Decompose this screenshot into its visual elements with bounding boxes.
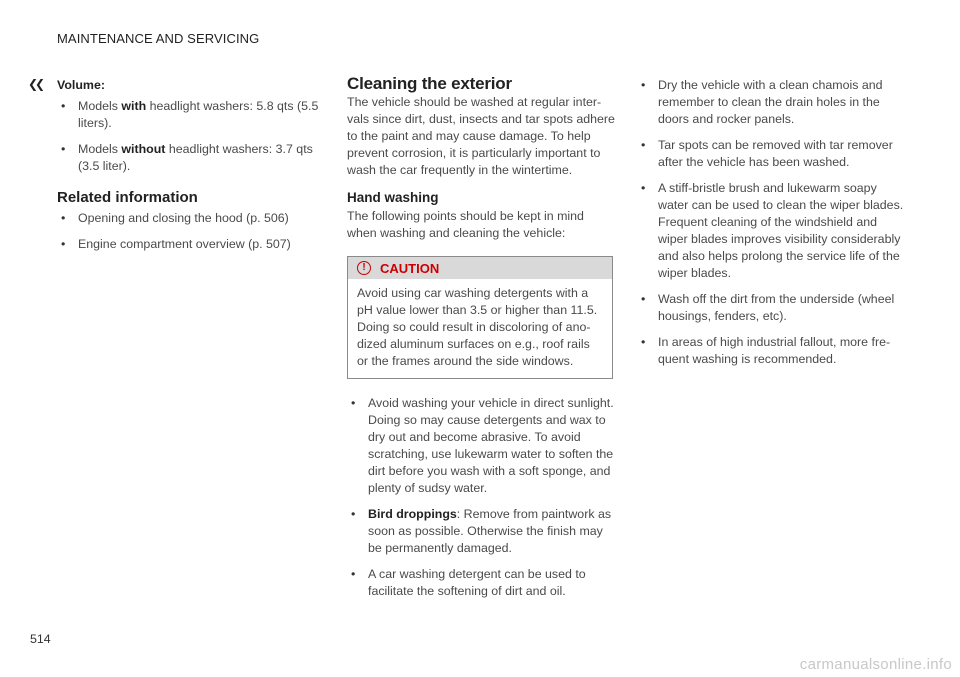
bullet-icon: •	[61, 211, 66, 225]
related-link[interactable]: • Engine compartment overview (p. 507)	[61, 237, 291, 251]
volume-list	[57, 98, 319, 175]
watermark: carmanualsonline.info	[799, 656, 952, 673]
hand-washing-intro: The following points should be kept in mind when washing and cleaning the vehicle:	[347, 209, 584, 240]
column-left	[57, 77, 319, 262]
caution-title: CAUTION	[380, 260, 440, 276]
list-item: • Models with headlight washers: 5.8 qts (5.5 liters).	[61, 99, 319, 130]
bullet-icon: •	[641, 292, 646, 306]
list-item: • A car washing detergent can be used to facilitate the softening of dirt and oil.	[351, 567, 586, 598]
list-item: • Dry the vehicle with a clean chamois and remember to clean the drain holes in the doors and rocker panels.	[641, 78, 883, 126]
bullet-icon: •	[641, 138, 646, 152]
bullet-icon: •	[351, 396, 356, 410]
hand-washing-heading: Hand washing	[347, 190, 439, 205]
column-right	[637, 77, 905, 377]
bullet-icon: •	[61, 142, 66, 156]
list-item: • A stiff-bristle brush and lukewarm soapy water can be used to clean the wiper blades. Frequent cleaning of the windshield and wiper blades improves visibility considerably and also helps prolong the service life of the wiper blades.	[641, 181, 904, 280]
exclamation-icon: !	[357, 261, 371, 275]
section-header: MAINTENANCE AND SERVICING	[57, 31, 260, 46]
bullet-icon: •	[351, 567, 356, 581]
related-heading: Related information	[57, 189, 198, 206]
column-middle	[347, 75, 615, 609]
bullet-icon: •	[641, 78, 646, 92]
volume-label: Volume:	[57, 78, 105, 92]
list-item: • Avoid washing your vehicle in direct sunlight. Doing so may cause detergents and wax to dry out and become abrasive. To avoid scratching, use lukewarm water to soften the dirt before you wash with a soft sponge, and plenty of sudsy water.	[351, 396, 614, 495]
caution-header	[348, 257, 612, 279]
related-information	[57, 189, 319, 253]
bullet-icon: •	[61, 237, 66, 251]
caution-box	[347, 256, 613, 379]
double-chevron-left-icon[interactable]: ❮❮	[28, 77, 43, 91]
related-link[interactable]: • Opening and closing the hood (p. 506)	[61, 211, 289, 225]
bullet-icon: •	[351, 507, 356, 521]
page-title: Cleaning the exterior	[347, 74, 512, 93]
list-item: • Wash off the dirt from the underside (wheel housings, fenders, etc).	[641, 292, 895, 323]
list-item: • In areas of high industrial fallout, more fre- quent washing is recommended.	[641, 335, 891, 366]
list-item: • Tar spots can be removed with tar remover after the vehicle has been washed.	[641, 138, 893, 169]
bullet-icon: •	[641, 181, 646, 195]
caution-text: Avoid using car washing detergents with a pH value lower than 3.5 or higher than 11.5. Doing so could result in discoloring of ano- dized aluminum surfaces on e.g., roof rails or the frames around the side windows.	[357, 286, 598, 368]
bullet-icon: •	[61, 99, 66, 113]
intro-paragraph: The vehicle should be washed at regular inter- vals since dirt, dust, insects and tar spots adhere to the paint and may cause damage. To help prevent corrosion, it is particularly important to wash the car frequently in the wintertime.	[347, 95, 615, 177]
list-item: • Bird droppings: Remove from paintwork as soon as possible. Otherwise the finish may be permanently damaged.	[351, 507, 612, 555]
list-item: • Models without headlight washers: 3.7 qts (3.5 liter).	[61, 142, 313, 173]
page-number: 514	[30, 632, 51, 646]
bullet-icon: •	[641, 335, 646, 349]
